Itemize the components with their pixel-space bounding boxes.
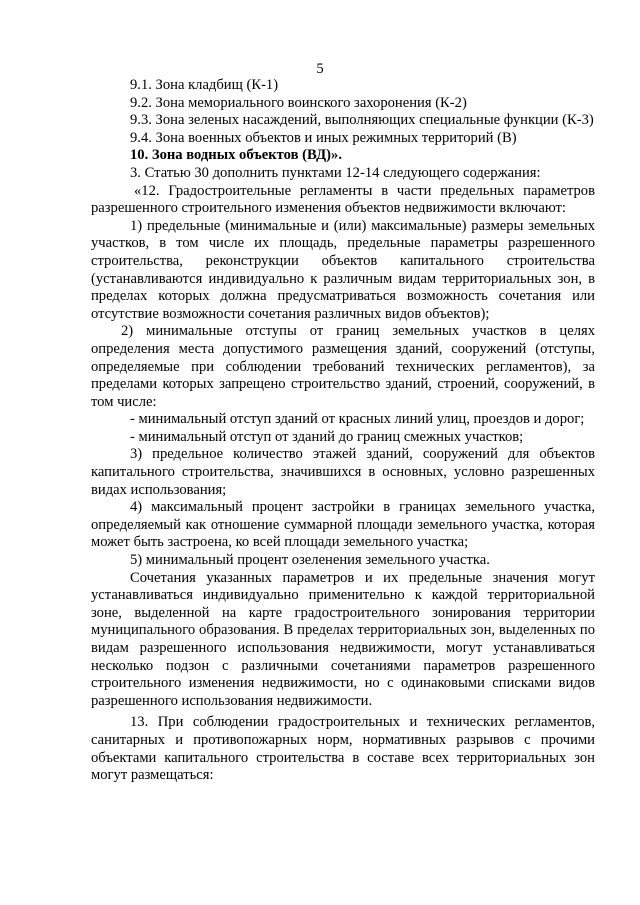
paragraph-item-2: 2) минимальные отступы от границ земельных участков в целях определения места допустимого размещения зданий, сооружений (отступы, определяемые при соблюдении требований технических регламентов), за пределами которых запрещено строительство зданий, строений, сооружений, в том числе:	[91, 323, 595, 410]
paragraph-clause-13: 13. При соблюдении градостроительных и технических регламентов, санитарных и противопожарных норм, нормативных разрывов с прочими объектами капитального строительства в составе всех территориальных зон могут размещаться:	[91, 714, 595, 784]
paragraph-combinations: Сочетания указанных параметров и их предельные значения могут устанавливаться индивидуально применительно к каждой территориальной зоне, выделенной на карте градостроительного зонирования территории муниципального образования. В пределах территориальных зон, выделенных по видам разрешенного использования недвижимости, могут устанавливаться несколько подзон с различными сочетаниями параметров разрешенного строительного изменения недвижимости, но с одинаковыми списками видов разрешенного использования недвижимости.	[91, 569, 595, 709]
paragraph-zone-9-3: 9.3. Зона зеленых насаждений, выполняющих специальные функции (К-3)	[130, 112, 594, 129]
document-body	[91, 77, 595, 785]
paragraph-item-3: 3) предельное количество этажей зданий, сооружений для объектов капитального строительства, значившихся в основных, условно разрешенных видах использования;	[91, 446, 595, 498]
paragraph-item-5: 5) минимальный процент озеленения земельного участка.	[130, 552, 490, 569]
paragraph-zone-10: 10. Зона водных объектов (ВД)».	[130, 147, 342, 164]
paragraph-clause-12: «12. Градостроительные регламенты в части предельных параметров разрешенного строительного изменения объектов недвижимости включают:	[91, 182, 595, 217]
paragraph-item-4: 4) максимальный процент застройки в границах земельного участка, определяемый как отношение суммарной площади земельного участка, которая может быть застроена, ко всей площади земельного участка;	[91, 499, 595, 551]
paragraph-dash-red-lines: - минимальный отступ зданий от красных линий улиц, проездов и дорог;	[130, 411, 585, 428]
page-number: 5	[316, 61, 324, 77]
paragraph-article-30: 3. Статью 30 дополнить пунктами 12-14 следующего содержания:	[130, 164, 541, 181]
paragraph-zone-9-2: 9.2. Зона мемориального воинского захоронения (К-2)	[130, 94, 467, 111]
paragraph-zone-9-4: 9.4. Зона военных объектов и иных режимных территорий (В)	[130, 129, 517, 146]
paragraph-zone-9-1: 9.1. Зона кладбищ (К-1)	[130, 77, 279, 93]
paragraph-dash-adjacent: - минимальный отступ от зданий до границ смежных участков;	[130, 428, 524, 445]
paragraph-item-1: 1) предельные (минимальные и (или) максимальные) размеры земельных участков, в том числе их площадь, предельные параметры разрешенного строительства, реконструкции объектов капитального строительства (устанавливаются индивидуально к различным видам территориальных зон, в пределах которых должна предусматриваться возможность сочетания или отсутствие возможности сочетания различных видов объектов);	[91, 217, 595, 322]
